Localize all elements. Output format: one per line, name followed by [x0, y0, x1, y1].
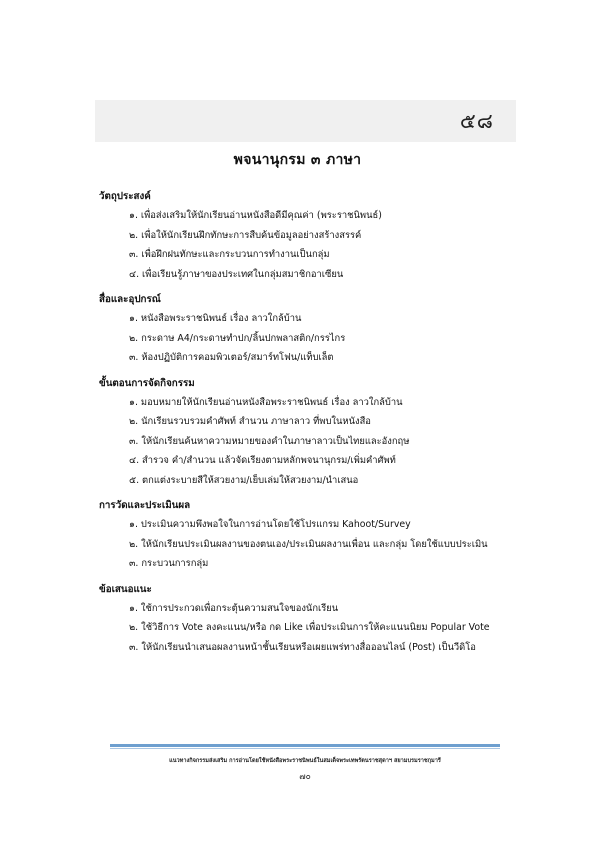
footer-caption: แนวทางกิจกรรมส่งเสริม การอ่านโดยใช้หนังสือพระราชนิพนธ์ในสมเด็จพระเทพรัตนราชสุดาฯ สยามบรมราชกุมารี — [169, 758, 441, 764]
document-title: พจนานุกรม ๓ ภาษา — [233, 152, 362, 168]
list-item: ๓. กระบวนการกลุ่ม — [129, 558, 209, 569]
section-heading: วัตถุประสงค์ — [99, 191, 151, 202]
list-item: ๑. เพื่อส่งเสริมให้นักเรียนอ่านหนังสือดีมีคุณค่า (พระราชนิพนธ์) — [129, 210, 382, 221]
list-item: ๓. เพื่อฝึกฝนทักษะและกระบวนการทำงานเป็นกลุ่ม — [129, 249, 330, 260]
list-item: ๑. ประเมินความพึงพอใจในการอ่านโดยใช้โปรแกรม Kahoot/Survey — [129, 519, 411, 530]
footer-divider-thin — [110, 748, 500, 749]
section-heading: ข้อเสนอแนะ — [99, 583, 152, 595]
section-heading: ขั้นตอนการจัดกิจกรรม — [99, 377, 195, 389]
section-list — [99, 309, 539, 368]
list-item: ๕. ตกแต่งระบายสีให้สวยงาม/เย็บเล่มให้สวยงาม/นำเสนอ — [129, 474, 359, 486]
list-item: ๑. หนังสือพระราชนิพนธ์ เรื่อง ลาวใกล้บ้าน — [129, 313, 302, 324]
footer-page-number: ๗๐ — [299, 772, 311, 782]
section-procedure — [99, 375, 539, 491]
section-heading: การวัดและประเมินผล — [99, 500, 191, 511]
section-list — [99, 206, 539, 284]
list-item: ๔. สำรวจ คำ/สำนวน แล้วจัดเรียงตามหลักพจนานุกรม/เพิ่มคำศัพท์ — [129, 455, 396, 466]
list-item: ๒. เพื่อให้นักเรียนฝึกทักษะการสืบค้นข้อมูลอย่างสร้างสรรค์ — [129, 229, 362, 241]
list-item: ๒. ใช้วิธีการ Vote ลงคะแนน/หรือ กด Like เพื่อประเมินการให้คะแนนนิยม Popular Vote — [129, 622, 490, 633]
list-item: ๑. ใช้การประกวดเพื่อกระตุ้นความสนใจของนักเรียน — [129, 602, 339, 614]
list-item: ๒. นักเรียนรวบรวมคำศัพท์ สำนวน ภาษาลาว ที่พบในหนังสือ — [129, 416, 371, 427]
list-item: ๔. เพื่อเรียนรู้ภาษาของประเทศในกลุ่มสมาชิกอาเซียน — [129, 268, 344, 280]
list-item: ๓. ห้องปฏิบัติการคอมพิวเตอร์/สมาร์ทโฟน/แท็บเล็ต — [129, 352, 334, 363]
section-materials — [99, 291, 539, 368]
list-item: ๓. ให้นักเรียนนำเสนอผลงานหน้าชั้นเรียนหรือเผยแพร่ทางสื่อออนไลน์ (Post) เป็นวีดิโอ — [129, 641, 476, 653]
list-item: ๑. มอบหมายให้นักเรียนอ่านหนังสือพระราชนิพนธ์ เรื่อง ลาวใกล้บ้าน — [129, 396, 403, 408]
content-sections — [99, 188, 539, 664]
chapter-page-number: ๕๘ — [459, 109, 494, 133]
footer-divider — [110, 744, 500, 747]
list-item: ๓. ให้นักเรียนค้นหาความหมายของคำในภาษาลาวเป็นไทยและอังกฤษ — [129, 435, 410, 447]
section-heading: สื่อและอุปกรณ์ — [99, 294, 161, 305]
section-objectives — [99, 188, 539, 284]
section-suggestions — [99, 581, 539, 658]
section-list — [99, 515, 539, 574]
list-item: ๒. กระดาษ A4/กระดาษทำปก/ลิ้นปกพลาสติก/กรรไกร — [129, 332, 346, 344]
list-item: ๒. ให้นักเรียนประเมินผลงานของตนเอง/ประเมินผลงานเพื่อน และกลุ่ม โดยใช้แบบประเมิน — [129, 538, 488, 550]
section-list — [99, 599, 539, 658]
section-evaluation — [99, 497, 539, 574]
header-band — [95, 100, 516, 142]
section-list — [99, 393, 539, 491]
